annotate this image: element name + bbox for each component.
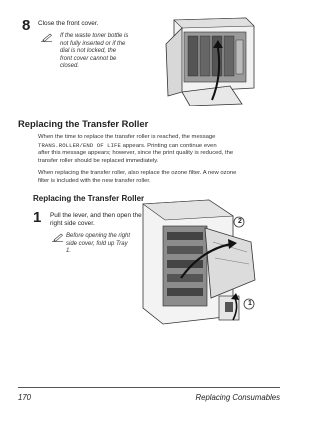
note-line: If the waste toner bottle is	[60, 33, 129, 39]
step-number: 8	[22, 17, 31, 34]
printer-front-cover-illustration	[160, 14, 260, 106]
paragraph	[38, 170, 274, 185]
note-line: front cover cannot be	[60, 55, 117, 62]
paragraph-line: When the time to replace the transfer roller is reached, the message	[38, 134, 216, 140]
paragraph-line: after this message appears; however, since the print quality is reduced, the	[38, 150, 234, 156]
step-line: Pull the lever, and then open the	[50, 212, 142, 219]
step-number: 1	[33, 209, 42, 226]
callout-label: 2	[238, 218, 242, 225]
paragraph-line: When replacing the transfer roller, also replace the ozone filter. A new ozone	[38, 170, 237, 176]
note-line: closed.	[60, 63, 80, 70]
section-heading: Replacing the Transfer Roller	[18, 118, 149, 129]
note-line: Before opening the right	[66, 233, 131, 239]
note-text	[60, 33, 128, 71]
message-code: TRANS.ROLLER/END OF LIFE	[38, 141, 121, 149]
callout-label: 1	[248, 300, 252, 307]
paragraph-text: appears. Printing can continue even	[120, 142, 217, 149]
note-line: dial is not locked, the	[60, 48, 117, 55]
chapter-title: Replacing Consumables	[195, 393, 280, 402]
paragraph-line: transfer roller should be replaced immediately.	[38, 157, 159, 164]
step-text: Close the front cover.	[38, 20, 99, 27]
note-line: not fully inserted or if the	[60, 40, 126, 47]
footer-divider	[18, 387, 280, 388]
note-text	[66, 233, 130, 256]
note-line: side cover, fold up Tray	[66, 240, 128, 247]
paragraph-line: filter is included with the new transfer roller.	[38, 177, 151, 184]
paragraph-line	[38, 142, 274, 151]
note-line: 1.	[66, 248, 72, 255]
paragraph	[38, 134, 274, 165]
step-text	[50, 212, 142, 228]
note-pencil-icon	[41, 33, 52, 42]
step-line: right side cover.	[50, 220, 95, 227]
note-pencil-icon	[52, 233, 63, 242]
page-number: 170	[18, 393, 32, 402]
subsection-heading: Replacing the Transfer Roller	[33, 194, 145, 203]
